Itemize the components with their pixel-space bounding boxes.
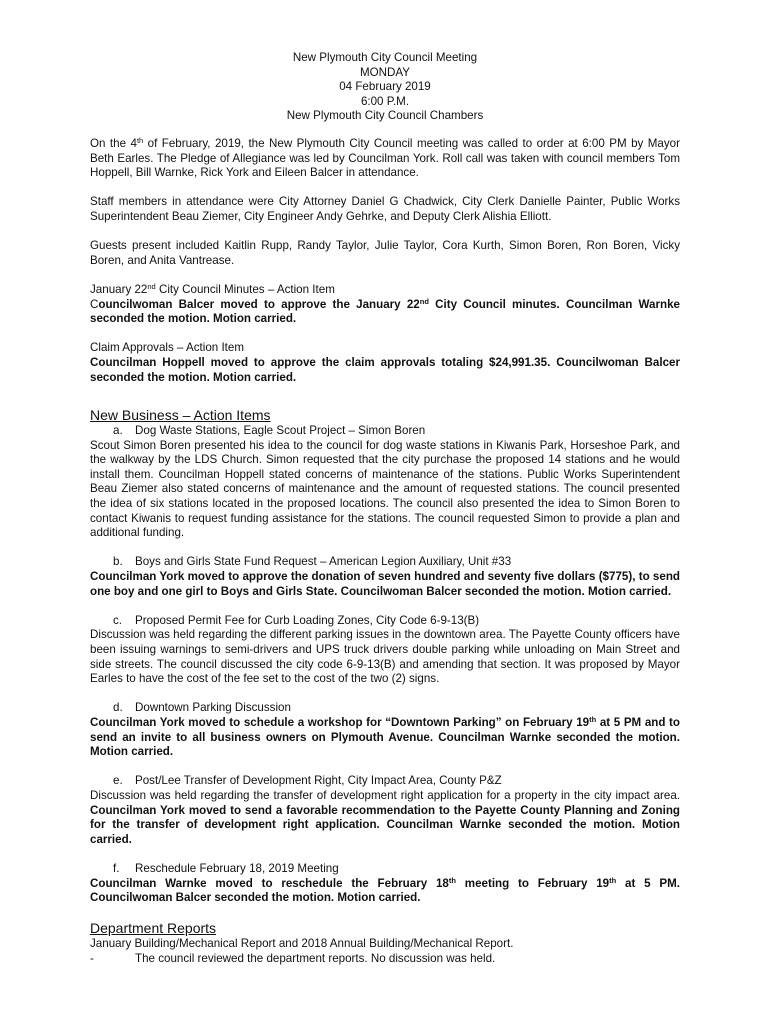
item-b-title: b. Boys and Girls State Fund Request – American Legion Auxiliary, Unit #33 bbox=[113, 555, 512, 569]
item-f-title: f. Reschedule February 18, 2019 Meeting bbox=[113, 861, 339, 875]
minutes-motion: Councilwoman Balcer moved to approve the January 22nd City Council minutes. Councilman Warnke seconded the motion. Motion carried. bbox=[90, 296, 680, 326]
header-date: 04 February 2019 bbox=[339, 80, 431, 94]
header-location: New Plymouth City Council Chambers bbox=[286, 109, 484, 123]
new-business-heading: New Business – Action Items bbox=[90, 407, 271, 424]
guests-paragraph: Guests present included Kaitlin Rupp, Randy Taylor, Julie Taylor, Cora Kurth, Simon Boren, Ron Boren, Vicky Boren, and Anita Vantrease. bbox=[90, 239, 680, 267]
call-to-order-paragraph: On the 4th of February, 2019, the New Plymouth City Council meeting was called to order at 6:00 PM by Mayor Beth Earles. The Pledge of Allegiance was led by Councilman York. Roll call was taken with council members Tom Hoppell, Bill Warnke, Rick York and Eileen Balcer in attendance. bbox=[90, 136, 680, 180]
item-c-text: Discussion was held regarding the different parking issues in the downtown area. The Payette County officers have been issuing warnings to semi-drivers and UPS truck drivers double parking while unloading on Main Street and side streets. The council discussed the city code 6-9-13(B) and amending that section. It was proposed by Mayor Earles to have the cost of the fee set to the cost of the two (2) signs. bbox=[90, 628, 680, 686]
header-time: 6:00 P.M. bbox=[360, 94, 410, 108]
item-b-motion: Councilman York moved to approve the donation of seven hundred and seventy five dollars ($775), to send one boy and one girl to Boys and Girls State. Councilwoman Balcer seconded the motion. Motion carried. bbox=[90, 570, 680, 598]
document-body bbox=[90, 137, 680, 966]
item-e-title: e. Post/Lee Transfer of Development Right, City Impact Area, County P&Z bbox=[113, 774, 502, 788]
header-title: New Plymouth City Council Meeting bbox=[292, 51, 478, 64]
department-reports-bullet: - The council reviewed the department reports. No discussion was held. bbox=[90, 951, 496, 965]
staff-paragraph: Staff members in attendance were City Attorney Daniel G Chadwick, City Clerk Danielle Painter, Public Works Superintendent Beau Ziemer, City Engineer Andy Gehrke, and Deputy Clerk Alishia Elliott. bbox=[90, 195, 680, 223]
item-a-text: Scout Simon Boren presented his idea to the council for dog waste stations in Kiwanis Park, Horseshoe Park, and the walkway by the LDS Church. Simon requested that the city purchase the proposed 14 stations and he would install them. Councilman Hoppell stated concerns of maintenance of the stations. Public Works Superintendent Beau Ziemer also stated concerns of maintenance and the amount of requested stations. The council presented the idea of six stations located in the proposed locations. The council also presented the idea to Simon Boren to contact Kiwanis to request funding assistance for the stations. The council requested Simon to provide a plan and additional funding. bbox=[90, 438, 680, 540]
item-f-motion: Councilman Warnke moved to reschedule the February 18th meeting to February 19th at 5 PM. Councilwoman Balcer seconded the motion. Motion carried. bbox=[90, 875, 680, 905]
claims-title: Claim Approvals – Action Item bbox=[90, 341, 245, 355]
department-reports-text: January Building/Mechanical Report and 2018 Annual Building/Mechanical Report. bbox=[90, 937, 514, 951]
item-a-title: a. Dog Waste Stations, Eagle Scout Project – Simon Boren bbox=[113, 424, 426, 438]
item-d-title: d. Downtown Parking Discussion bbox=[113, 701, 291, 715]
header-day: MONDAY bbox=[359, 65, 411, 79]
item-d-motion: Councilman York moved to schedule a workshop for “Downtown Parking” on February 19th at 5 PM and to send an invite to all business owners on Plymouth Avenue. Councilman Warnke seconded the motion. Motion carried. bbox=[90, 714, 681, 759]
minutes-title: January 22nd City Council Minutes – Action Item bbox=[90, 281, 335, 296]
department-reports-heading: Department Reports bbox=[90, 920, 217, 937]
claims-motion: Councilman Hoppell moved to approve the claim approvals totaling $24,991.35. Councilwoman Balcer seconded the motion. Motion carried. bbox=[90, 355, 680, 384]
meeting-header bbox=[0, 51, 770, 124]
item-e-text: Discussion was held regarding the transfer of development right application for a property in the city impact area. Councilman York moved to send a favorable recommendation to the Payette County Planning and Zoning for the transfer of development right application. Councilman Warnke seconded the motion. Motion carried. bbox=[90, 788, 680, 846]
item-c-title: c. Proposed Permit Fee for Curb Loading Zones, City Code 6-9-13(B) bbox=[113, 613, 480, 627]
